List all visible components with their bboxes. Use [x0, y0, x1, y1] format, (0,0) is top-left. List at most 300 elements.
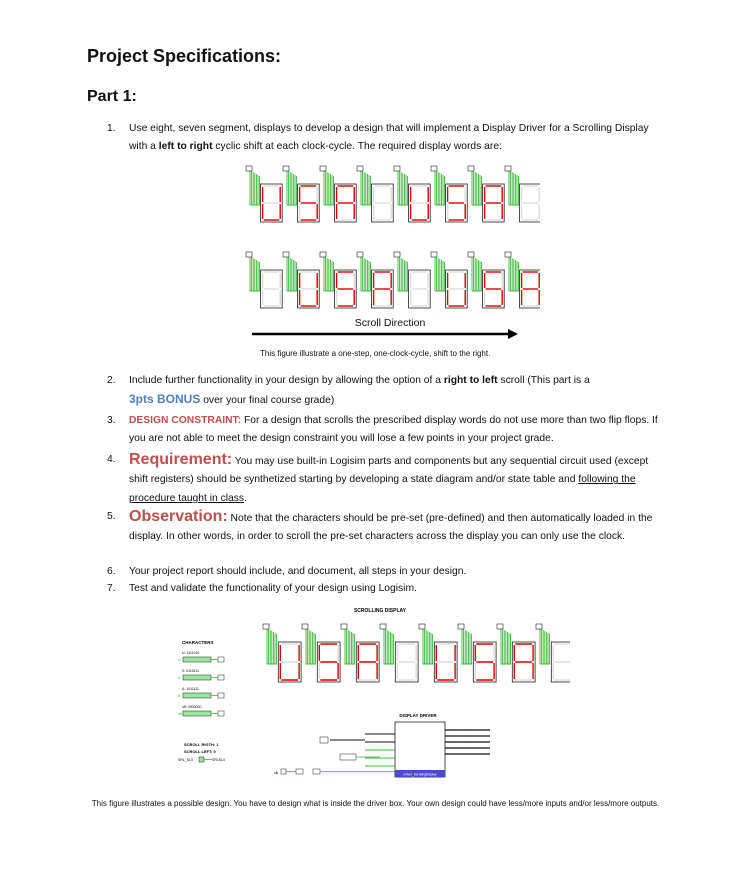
grid-dot — [535, 734, 536, 735]
grid-dot — [275, 709, 276, 710]
grid-dot — [500, 619, 501, 620]
grid-dot — [455, 704, 456, 705]
grid-dot — [380, 689, 381, 690]
grid-dot — [175, 664, 176, 665]
grid-dot — [480, 759, 481, 760]
grid-dot — [500, 719, 501, 720]
grid-dot — [330, 749, 331, 750]
grid-dot — [175, 624, 176, 625]
grid-dot — [255, 784, 256, 785]
grid-dot — [485, 704, 486, 705]
grid-dot — [395, 704, 396, 705]
grid-dot — [320, 614, 321, 615]
grid-dot — [555, 699, 556, 700]
grid-dot — [375, 709, 376, 710]
grid-dot — [270, 759, 271, 760]
grid-dot — [330, 739, 331, 740]
grid-dot — [555, 724, 556, 725]
grid-dot — [230, 629, 231, 630]
grid-dot — [180, 779, 181, 780]
grid-dot — [260, 774, 261, 775]
grid-dot — [540, 669, 541, 670]
grid-dot — [315, 719, 316, 720]
grid-dot — [385, 684, 386, 685]
grid-dot — [565, 634, 566, 635]
grid-dot — [265, 759, 266, 760]
grid-dot — [380, 684, 381, 685]
grid-dot — [505, 619, 506, 620]
item-text: Include further functionality in your design by allowing the option of a right to left scroll (This part is a 3pts BONUS over your final course grade) — [129, 375, 590, 407]
grid-dot — [205, 784, 206, 785]
grid-dot — [525, 634, 526, 635]
grid-dot — [325, 729, 326, 730]
grid-dot — [295, 709, 296, 710]
grid-dot — [355, 779, 356, 780]
grid-dot — [280, 744, 281, 745]
grid-dot — [300, 719, 301, 720]
grid-dot — [230, 624, 231, 625]
grid-dot — [325, 759, 326, 760]
grid-dot — [250, 739, 251, 740]
grid-dot — [255, 719, 256, 720]
grid-dot — [370, 699, 371, 700]
grid-dot — [270, 739, 271, 740]
grid-dot — [565, 769, 566, 770]
grid-dot — [265, 614, 266, 615]
grid-dot — [290, 699, 291, 700]
item-number: 5. — [107, 511, 116, 522]
grid-dot — [180, 674, 181, 675]
grid-dot — [375, 749, 376, 750]
grid-dot — [200, 769, 201, 770]
grid-dot — [340, 764, 341, 765]
grid-dot — [330, 729, 331, 730]
grid-dot — [380, 744, 381, 745]
grid-dot — [515, 634, 516, 635]
grid-dot — [390, 779, 391, 780]
grid-dot — [225, 679, 226, 680]
grid-dot — [435, 784, 436, 785]
grid-dot — [495, 624, 496, 625]
grid-dot — [550, 679, 551, 680]
grid-dot — [460, 619, 461, 620]
grid-dot — [510, 739, 511, 740]
grid-dot — [390, 749, 391, 750]
grid-dot — [295, 774, 296, 775]
grid-dot — [255, 669, 256, 670]
input-pin — [505, 252, 511, 257]
grid-dot — [290, 754, 291, 755]
grid-dot — [215, 664, 216, 665]
grid-dot — [245, 689, 246, 690]
grid-dot — [175, 629, 176, 630]
grid-dot — [260, 699, 261, 700]
grid-dot — [440, 704, 441, 705]
grid-dot — [290, 704, 291, 705]
grid-dot — [345, 729, 346, 730]
grid-dot — [480, 774, 481, 775]
grid-dot — [355, 774, 356, 775]
grid-dot — [240, 624, 241, 625]
grid-dot — [250, 674, 251, 675]
grid-dot — [320, 744, 321, 745]
grid-dot — [455, 774, 456, 775]
grid-dot — [240, 704, 241, 705]
grid-dot — [550, 709, 551, 710]
grid-dot — [280, 749, 281, 750]
grid-dot — [310, 744, 311, 745]
part-heading: Part 1: — [87, 88, 137, 105]
grid-dot — [250, 729, 251, 730]
grid-dot — [300, 684, 301, 685]
grid-dot — [385, 714, 386, 715]
grid-dot — [235, 629, 236, 630]
grid-dot — [220, 779, 221, 780]
grid-dot — [435, 779, 436, 780]
grid-dot — [250, 709, 251, 710]
grid-dot — [230, 664, 231, 665]
grid-dot — [385, 719, 386, 720]
grid-dot — [295, 624, 296, 625]
grid-dot — [195, 729, 196, 730]
grid-dot — [550, 704, 551, 705]
grid-dot — [390, 744, 391, 745]
grid-dot — [195, 764, 196, 765]
grid-dot — [335, 709, 336, 710]
grid-dot — [460, 744, 461, 745]
grid-dot — [565, 759, 566, 760]
grid-dot — [460, 774, 461, 775]
clock-source — [281, 769, 286, 774]
grid-dot — [530, 779, 531, 780]
grid-dot — [220, 719, 221, 720]
grid-dot — [175, 774, 176, 775]
grid-dot — [310, 694, 311, 695]
grid-dot — [255, 614, 256, 615]
grid-dot — [190, 634, 191, 635]
grid-dot — [280, 704, 281, 705]
grid-dot — [380, 679, 381, 680]
grid-dot — [465, 684, 466, 685]
grid-dot — [325, 764, 326, 765]
grid-dot — [360, 724, 361, 725]
grid-dot — [330, 714, 331, 715]
seven-segment-display — [394, 166, 430, 222]
grid-dot — [200, 624, 201, 625]
grid-dot — [230, 674, 231, 675]
grid-dot — [330, 624, 331, 625]
grid-dot — [545, 739, 546, 740]
grid-dot — [485, 699, 486, 700]
grid-dot — [460, 689, 461, 690]
grid-dot — [340, 684, 341, 685]
grid-dot — [530, 704, 531, 705]
grid-dot — [335, 694, 336, 695]
grid-dot — [310, 709, 311, 710]
grid-dot — [230, 749, 231, 750]
grid-dot — [465, 719, 466, 720]
grid-dot — [455, 769, 456, 770]
grid-dot — [505, 629, 506, 630]
grid-dot — [360, 704, 361, 705]
segment-wire — [333, 262, 334, 291]
grid-dot — [265, 689, 266, 690]
grid-dot — [305, 644, 306, 645]
grid-dot — [315, 749, 316, 750]
grid-dot — [490, 619, 491, 620]
grid-dot — [270, 729, 271, 730]
grid-dot — [440, 639, 441, 640]
grid-dot — [375, 739, 376, 740]
grid-dot — [285, 734, 286, 735]
grid-dot — [345, 769, 346, 770]
grid-dot — [455, 699, 456, 700]
grid-dot — [320, 719, 321, 720]
grid-dot — [310, 704, 311, 705]
grid-dot — [290, 769, 291, 770]
grid-dot — [295, 764, 296, 765]
grid-dot — [210, 779, 211, 780]
grid-dot — [350, 619, 351, 620]
grid-dot — [215, 709, 216, 710]
grid-dot — [405, 629, 406, 630]
grid-dot — [410, 624, 411, 625]
grid-dot — [315, 729, 316, 730]
grid-dot — [385, 729, 386, 730]
grid-dot — [185, 614, 186, 615]
grid-dot — [475, 709, 476, 710]
grid-dot — [500, 664, 501, 665]
grid-dot — [315, 614, 316, 615]
grid-dot — [180, 664, 181, 665]
grid-dot — [290, 624, 291, 625]
grid-dot — [485, 784, 486, 785]
grid-dot — [495, 784, 496, 785]
grid-dot — [275, 689, 276, 690]
grid-dot — [305, 719, 306, 720]
grid-dot — [235, 669, 236, 670]
grid-dot — [500, 704, 501, 705]
grid-dot — [420, 664, 421, 665]
grid-dot — [310, 684, 311, 685]
grid-dot — [200, 724, 201, 725]
grid-dot — [225, 669, 226, 670]
grid-dot — [345, 724, 346, 725]
grid-dot — [235, 619, 236, 620]
grid-dot — [315, 689, 316, 690]
grid-dot — [505, 719, 506, 720]
grid-dot — [505, 634, 506, 635]
grid-dot — [510, 764, 511, 765]
grid-dot — [310, 624, 311, 625]
grid-dot — [395, 784, 396, 785]
grid-dot — [480, 734, 481, 735]
grid-dot — [305, 769, 306, 770]
grid-dot — [525, 619, 526, 620]
grid-dot — [280, 694, 281, 695]
grid-dot — [235, 709, 236, 710]
grid-dot — [560, 714, 561, 715]
grid-dot — [565, 734, 566, 735]
grid-dot — [430, 674, 431, 675]
grid-dot — [225, 634, 226, 635]
grid-dot — [250, 699, 251, 700]
grid-dot — [240, 734, 241, 735]
grid-dot — [235, 654, 236, 655]
grid-dot — [485, 714, 486, 715]
grid-dot — [300, 699, 301, 700]
grid-dot — [335, 754, 336, 755]
grid-dot — [475, 704, 476, 705]
grid-dot — [535, 689, 536, 690]
grid-dot — [250, 764, 251, 765]
grid-dot — [205, 619, 206, 620]
grid-dot — [215, 679, 216, 680]
segment-wire — [444, 176, 445, 205]
srl-input — [199, 757, 204, 762]
seven-segment-display — [246, 252, 282, 308]
grid-dot — [215, 669, 216, 670]
grid-dot — [380, 664, 381, 665]
grid-dot — [330, 634, 331, 635]
grid-dot — [225, 739, 226, 740]
grid-dot — [450, 784, 451, 785]
grid-dot — [245, 699, 246, 700]
segment-wire — [296, 176, 297, 205]
grid-dot — [335, 724, 336, 725]
grid-dot — [460, 679, 461, 680]
grid-dot — [540, 739, 541, 740]
grid-dot — [390, 714, 391, 715]
grid-dot — [185, 649, 186, 650]
grid-dot — [390, 689, 391, 690]
grid-dot — [265, 734, 266, 735]
grid-dot — [300, 734, 301, 735]
grid-dot — [215, 784, 216, 785]
grid-dot — [305, 699, 306, 700]
grid-dot — [390, 694, 391, 695]
grid-dot — [380, 769, 381, 770]
grid-dot — [250, 664, 251, 665]
grid-dot — [260, 704, 261, 705]
grid-dot — [560, 624, 561, 625]
grid-dot — [260, 634, 261, 635]
grid-dot — [270, 769, 271, 770]
grid-dot — [365, 764, 366, 765]
grid-dot — [560, 754, 561, 755]
grid-dot — [280, 724, 281, 725]
grid-dot — [265, 669, 266, 670]
grid-dot — [305, 664, 306, 665]
grid-dot — [500, 774, 501, 775]
grid-dot — [380, 764, 381, 765]
circuit-figure — [170, 604, 570, 789]
grid-dot — [255, 724, 256, 725]
grid-dot — [355, 739, 356, 740]
grid-dot — [555, 624, 556, 625]
grid-dot — [380, 654, 381, 655]
grid-dot — [220, 749, 221, 750]
grid-dot — [240, 744, 241, 745]
grid-dot — [275, 669, 276, 670]
grid-dot — [255, 679, 256, 680]
grid-dot — [380, 694, 381, 695]
grid-dot — [370, 684, 371, 685]
grid-dot — [555, 749, 556, 750]
grid-dot — [325, 714, 326, 715]
grid-dot — [495, 764, 496, 765]
grid-dot — [565, 729, 566, 730]
grid-dot — [265, 749, 266, 750]
grid-dot — [345, 689, 346, 690]
grid-dot — [480, 614, 481, 615]
figure-2-caption: This figure illustrates a possible design. You have to design what is inside the driver box. Your own design could have less/more inputs and/or less/more outputs. — [91, 799, 660, 808]
grid-dot — [520, 694, 521, 695]
grid-dot — [420, 614, 421, 615]
grid-dot — [540, 684, 541, 685]
grid-dot — [510, 704, 511, 705]
grid-dot — [190, 719, 191, 720]
grid-dot — [365, 689, 366, 690]
grid-dot — [265, 634, 266, 635]
grid-dot — [510, 759, 511, 760]
grid-dot — [435, 634, 436, 635]
grid-dot — [175, 749, 176, 750]
grid-dot — [475, 739, 476, 740]
grid-dot — [240, 709, 241, 710]
grid-dot — [305, 679, 306, 680]
grid-dot — [490, 744, 491, 745]
grid-dot — [565, 784, 566, 785]
grid-dot — [525, 759, 526, 760]
grid-dot — [360, 719, 361, 720]
grid-dot — [485, 774, 486, 775]
grid-dot — [275, 734, 276, 735]
grid-dot — [250, 614, 251, 615]
grid-dot — [385, 699, 386, 700]
grid-dot — [340, 694, 341, 695]
grid-dot — [335, 629, 336, 630]
grid-dot — [355, 744, 356, 745]
grid-dot — [260, 779, 261, 780]
grid-dot — [510, 774, 511, 775]
grid-dot — [340, 719, 341, 720]
grid-dot — [285, 754, 286, 755]
grid-dot — [250, 774, 251, 775]
input-pin — [394, 166, 400, 171]
grid-dot — [490, 734, 491, 735]
grid-dot — [505, 739, 506, 740]
grid-dot — [330, 694, 331, 695]
grid-dot — [355, 729, 356, 730]
grid-dot — [415, 619, 416, 620]
grid-dot — [255, 694, 256, 695]
grid-dot — [440, 694, 441, 695]
grid-dot — [255, 684, 256, 685]
grid-dot — [210, 689, 211, 690]
grid-dot — [225, 619, 226, 620]
grid-dot — [260, 724, 261, 725]
grid-dot — [500, 699, 501, 700]
grid-dot — [500, 779, 501, 780]
grid-dot — [195, 649, 196, 650]
grid-dot — [425, 669, 426, 670]
grid-dot — [350, 699, 351, 700]
grid-dot — [525, 694, 526, 695]
grid-dot — [215, 634, 216, 635]
grid-dot — [435, 699, 436, 700]
grid-dot — [230, 639, 231, 640]
